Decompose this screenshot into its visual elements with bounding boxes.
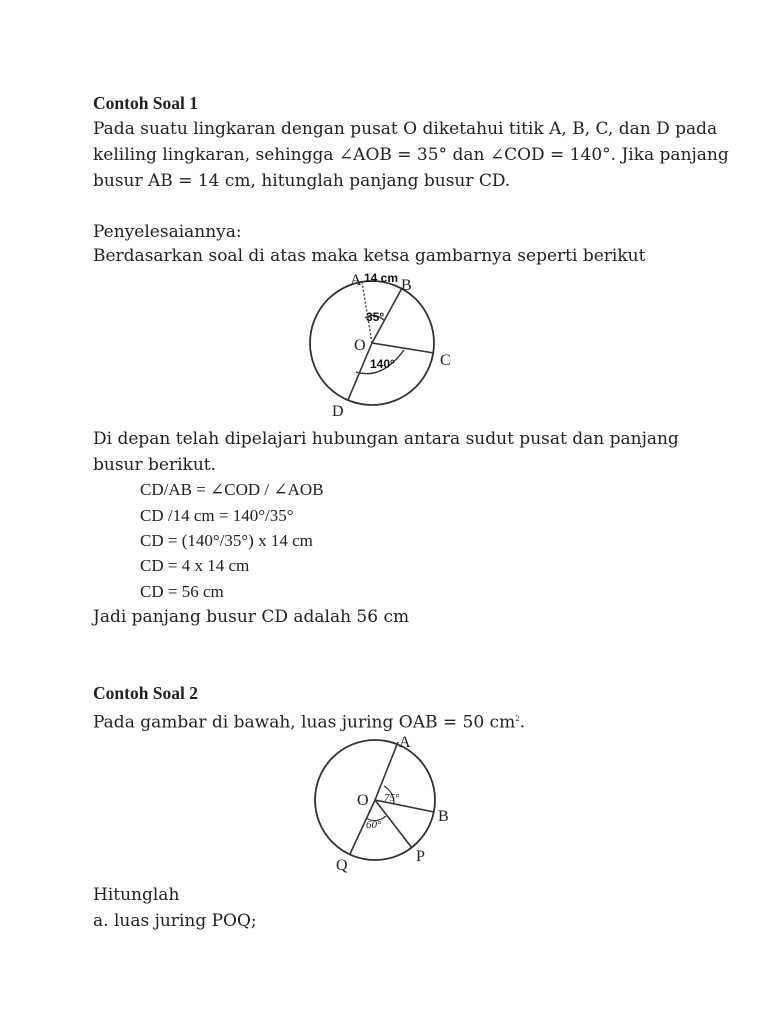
label-angle-aob: 35° — [366, 310, 385, 324]
label-o-2: O — [357, 792, 369, 809]
label-o: O — [354, 337, 366, 354]
solution-intro: Berdasarkan soal di atas maka ketsa gambarnya seperti berikut — [93, 246, 646, 266]
label-angle-poq-2: 60° — [366, 819, 382, 831]
equation-3: CD = (140°/35°) x 14 cm — [140, 531, 313, 550]
example2-question-text: Pada gambar di bawah, luas juring OAB = 50 cm — [93, 712, 516, 733]
label-angle-cod: 140° — [370, 357, 395, 371]
example2-question-superscript: 2 — [515, 715, 520, 723]
example2-item-a: a. luas juring POQ; — [93, 911, 257, 931]
label-arc-ab: 14 cm — [364, 271, 399, 285]
explain-line1: Di depan telah dipelajari hubungan antara sudut pusat dan panjang — [93, 429, 679, 449]
example2-question-end: . — [519, 712, 526, 733]
label-b-2: B — [438, 808, 449, 825]
example2-ask: Hitunglah — [93, 885, 180, 905]
example1-question-line1: Pada suatu lingkaran dengan pusat O diketahui titik A, B, C, dan D pada — [93, 119, 718, 139]
label-angle-aob-2: 75° — [384, 792, 400, 804]
circle-figure-1 — [300, 268, 470, 423]
equation-1: CD/AB = ∠COD / ∠AOB — [140, 480, 324, 499]
label-b: B — [401, 277, 412, 294]
label-a: A — [350, 272, 362, 289]
example1-question-line3: busur AB = 14 cm, hitunglah panjang busur CD. — [93, 171, 511, 191]
label-d: D — [332, 403, 344, 420]
example2-heading: Contoh Soal 2 — [93, 683, 199, 703]
circle-figure-2 — [300, 730, 475, 880]
example1-question-line2: keliling lingkaran, sehingga ∠AOB = 35° dan ∠COD = 140°. Jika panjang — [93, 145, 729, 165]
label-q-2: Q — [336, 857, 348, 874]
label-p-2: P — [416, 848, 425, 865]
label-c: C — [440, 352, 451, 369]
solution-heading: Penyelesaiannya: — [93, 222, 242, 242]
equation-2: CD /14 cm = 140°/35° — [140, 506, 294, 525]
equation-4: CD = 4 x 14 cm — [140, 556, 250, 575]
example1-heading: Contoh Soal 1 — [93, 93, 199, 113]
equation-5: CD = 56 cm — [140, 582, 224, 601]
label-a-2: A — [399, 734, 411, 751]
example1-conclusion: Jadi panjang busur CD adalah 56 cm — [93, 607, 410, 627]
explain-line2: busur berikut. — [93, 455, 217, 475]
